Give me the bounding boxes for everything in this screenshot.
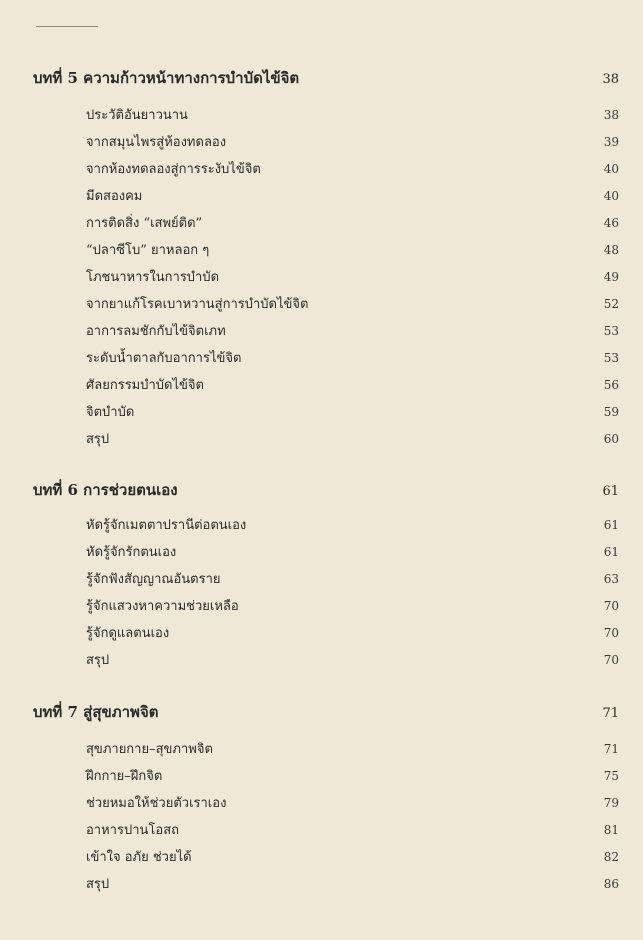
entry-title: หัดรู้จักเมตตาปรานีต่อตนเอง <box>86 518 247 533</box>
entry-page: 59 <box>603 405 619 419</box>
entry-page: 49 <box>603 270 619 284</box>
toc-entry <box>86 104 619 125</box>
entry-title: สรุป <box>86 432 110 447</box>
entry-page: 70 <box>603 599 619 613</box>
entry-title: รู้จักฟังสัญญาณอันตราย <box>86 572 221 587</box>
entry-page: 60 <box>603 432 619 446</box>
entry-page: 63 <box>603 572 619 586</box>
entry-title: รู้จักดูแลตนเอง <box>86 626 170 641</box>
toc-entry <box>86 738 619 759</box>
toc-entry <box>86 595 619 616</box>
entry-title: ศัลยกรรมบำบัดไข้จิต <box>86 378 204 393</box>
toc-entry <box>86 819 619 840</box>
toc-entry <box>86 347 619 368</box>
chapter-heading <box>33 700 619 724</box>
chapter-page: 61 <box>602 484 619 499</box>
toc-entry <box>86 765 619 786</box>
toc-entry <box>86 401 619 422</box>
toc-entry <box>86 541 619 562</box>
chapter-heading <box>33 478 619 502</box>
chapter-heading <box>33 66 619 90</box>
entry-title: สรุป <box>86 877 110 892</box>
entry-title: ฝึกกาย–ฝึกจิต <box>86 769 163 784</box>
entry-title: ช่วยหมอให้ช่วยตัวเราเอง <box>86 796 227 811</box>
entry-title: รู้จักแสวงหาความช่วยเหลือ <box>86 599 239 614</box>
entry-page: 61 <box>603 545 619 559</box>
entry-page: 75 <box>603 769 619 783</box>
chapter-page: 38 <box>602 72 619 87</box>
entry-title: เข้าใจ อภัย ช่วยได้ <box>86 850 192 865</box>
entry-title: จากยาแก้โรคเบาหวานสู่การบำบัดไข้จิต <box>86 297 309 312</box>
chapter-title: บทที่ 6 การช่วยตนเอง <box>33 481 178 499</box>
toc-entry <box>86 266 619 287</box>
toc-entry <box>86 374 619 395</box>
chapter-title: บทที่ 7 สู่สุขภาพจิต <box>33 703 159 721</box>
entry-page: 39 <box>603 135 619 149</box>
entry-page: 46 <box>603 216 619 230</box>
entry-page: 48 <box>603 243 619 257</box>
toc-entry <box>86 293 619 314</box>
entry-title: มีดสองคม <box>86 189 143 204</box>
entry-page: 70 <box>603 653 619 667</box>
entry-title: จากสมุนไพรสู่ห้องทดลอง <box>86 135 227 150</box>
toc-entry <box>86 568 619 589</box>
entry-page: 53 <box>603 324 619 338</box>
chapter-page: 71 <box>602 706 619 721</box>
toc-entry <box>86 185 619 206</box>
toc-entry <box>86 649 619 670</box>
entry-page: 40 <box>603 162 619 176</box>
entry-title: สรุป <box>86 653 110 668</box>
toc-entry <box>86 873 619 894</box>
entry-title: โภชนาหารในการบำบัด <box>86 270 220 285</box>
entry-page: 81 <box>603 823 619 837</box>
entry-title: หัดรู้จักรักตนเอง <box>86 545 177 560</box>
entry-title: อาการลมชักกับไข้จิตเภท <box>86 324 226 339</box>
entry-page: 70 <box>603 626 619 640</box>
entry-page: 82 <box>603 850 619 864</box>
entry-page: 56 <box>603 378 619 392</box>
toc-entry <box>86 239 619 260</box>
entry-page: 53 <box>603 351 619 365</box>
entry-title: จากห้องทดลองสู่การระงับไข้จิต <box>86 162 261 177</box>
entry-page: 71 <box>603 742 619 756</box>
entry-title: จิตบำบัด <box>86 405 135 420</box>
toc-entry <box>86 428 619 449</box>
toc-entry <box>86 212 619 233</box>
entry-title: อาหารปานโอสถ <box>86 823 179 838</box>
entry-page: 79 <box>603 796 619 810</box>
entry-page: 52 <box>603 297 619 311</box>
entry-page: 86 <box>603 877 619 891</box>
entry-title: สุขภายกาย–สุขภาพจิต <box>86 742 213 757</box>
entry-page: 61 <box>603 518 619 532</box>
toc-entry <box>86 514 619 535</box>
toc-entry <box>86 320 619 341</box>
toc-entry <box>86 792 619 813</box>
entry-page: 40 <box>603 189 619 203</box>
entry-title: ระดับน้ำตาลกับอาการไข้จิต <box>86 351 242 366</box>
entry-page: 38 <box>603 108 619 122</box>
toc-entry <box>86 131 619 152</box>
entry-title: “ปลาซีโบ” ยาหลอก ๆ <box>86 243 210 258</box>
chapter-title: บทที่ 5 ความก้าวหน้าทางการบำบัดไข้จิต <box>33 69 300 87</box>
toc-entry <box>86 622 619 643</box>
top-rule <box>36 26 98 27</box>
entry-title: การติดสิ่ง “เสพย์ติด” <box>86 216 203 231</box>
toc-entry <box>86 846 619 867</box>
toc-entry <box>86 158 619 179</box>
entry-title: ประวัติอันยาวนาน <box>86 108 188 123</box>
